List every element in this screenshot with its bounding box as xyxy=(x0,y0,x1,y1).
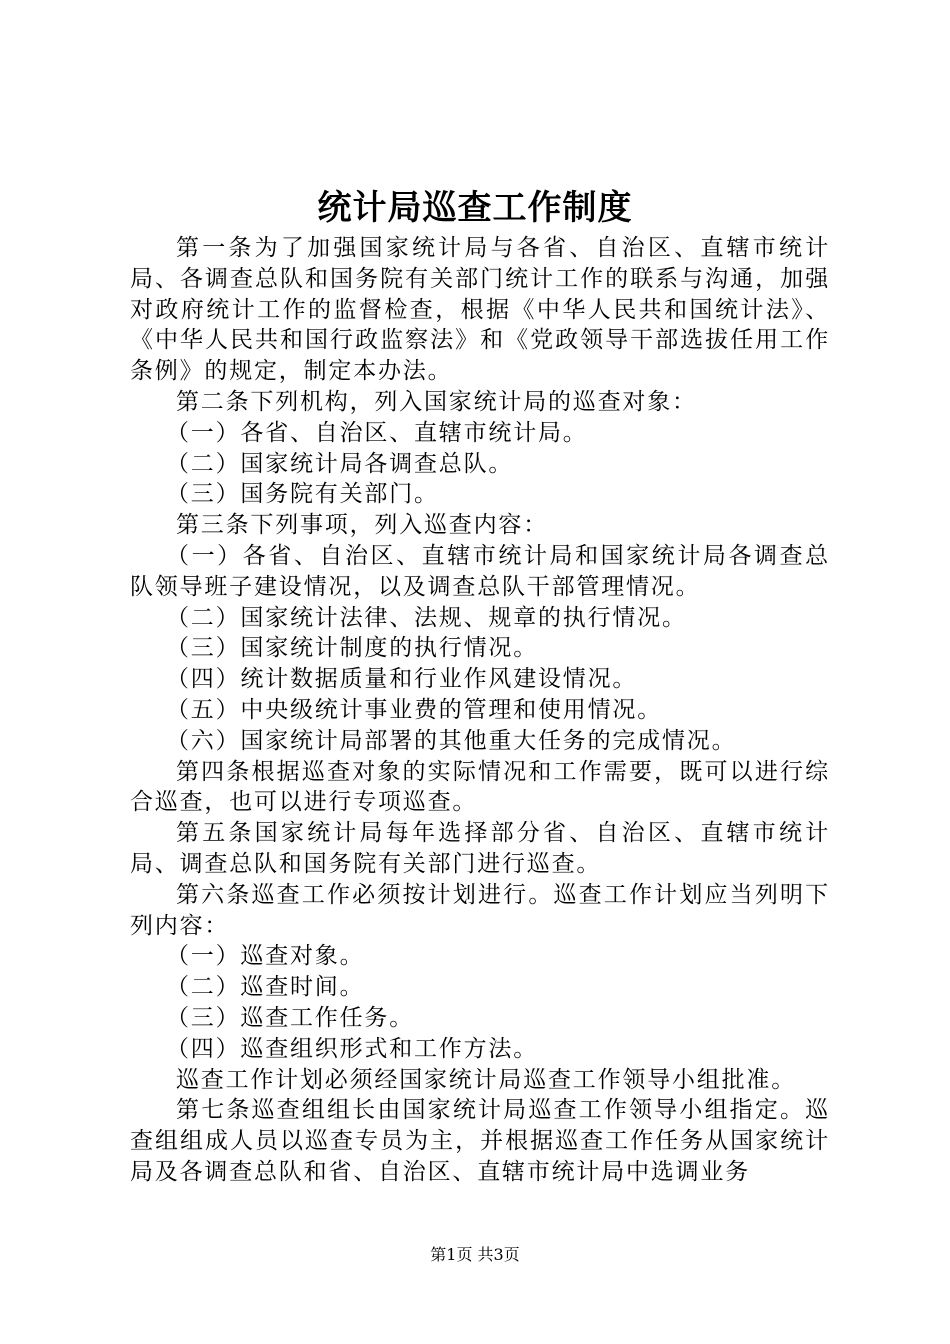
paragraph-item: （四）巡查组织形式和工作方法。 xyxy=(166,1035,538,1062)
paragraph-item: （二）国家统计局各调查总队。 xyxy=(166,450,514,477)
paragraph-item: （一）各省、自治区、直辖市统计局。 xyxy=(166,419,588,446)
paragraph-article-6: 第六条巡查工作必须按计划进行。巡查工作计划应当列明下列内容： xyxy=(130,881,830,939)
page-footer: 第1页 共3页 xyxy=(430,1245,520,1264)
paragraph-item: （三）巡查工作任务。 xyxy=(166,1004,414,1031)
paragraph-item: （一）巡查对象。 xyxy=(166,943,365,970)
paragraph-article-2: 第二条下列机构，列入国家统计局的巡查对象： xyxy=(176,388,697,415)
paragraph-item: （四）统计数据质量和行业作风建设情况。 xyxy=(166,666,638,693)
paragraph-item: （五）中央级统计事业费的管理和使用情况。 xyxy=(166,696,662,723)
paragraph-article-7: 第七条巡查组组长由国家统计局巡查工作领导小组指定。巡查组组成人员以巡查专员为主，并根据巡查工作任务从国家统计局及各调查总队和省、自治区、直辖市统计局中选调业务 xyxy=(130,1097,830,1185)
document-title: 统计局巡查工作制度 xyxy=(317,188,633,228)
paragraph-item: （一）各省、自治区、直辖市统计局和国家统计局各调查总队领导班子建设情况，以及调查总队干部管理情况。 xyxy=(130,542,830,600)
paragraph-item: （二）巡查时间。 xyxy=(166,974,365,1001)
paragraph-item: （三）国家统计制度的执行情况。 xyxy=(166,635,538,662)
paragraph-item: （三）国务院有关部门。 xyxy=(166,481,439,508)
paragraph-item: （二）国家统计法律、法规、规章的执行情况。 xyxy=(166,604,687,631)
document-body xyxy=(130,233,830,1188)
paragraph-article-1: 第一条为了加强国家统计局与各省、自治区、直辖市统计局、各调查总队和国务院有关部门统计工作的联系与沟通，加强对政府统计工作的监督检查，根据《中华人民共和国统计法》、《中华人民共和国行政监察法》和《党政领导干部选拔任用工作条例》的规定，制定本办法。 xyxy=(130,235,830,385)
paragraph-article-3: 第三条下列事项，列入巡查内容： xyxy=(176,512,548,539)
paragraph-item: （六）国家统计局部署的其他重大任务的完成情况。 xyxy=(166,727,737,754)
paragraph-article-5: 第五条国家统计局每年选择部分省、自治区、直辖市统计局、调查总队和国务院有关部门进行巡查。 xyxy=(130,820,830,877)
paragraph-article-4: 第四条根据巡查对象的实际情况和工作需要，既可以进行综合巡查，也可以进行专项巡查。 xyxy=(130,758,830,816)
paragraph-plan-approval: 巡查工作计划必须经国家统计局巡查工作领导小组批准。 xyxy=(176,1066,796,1093)
